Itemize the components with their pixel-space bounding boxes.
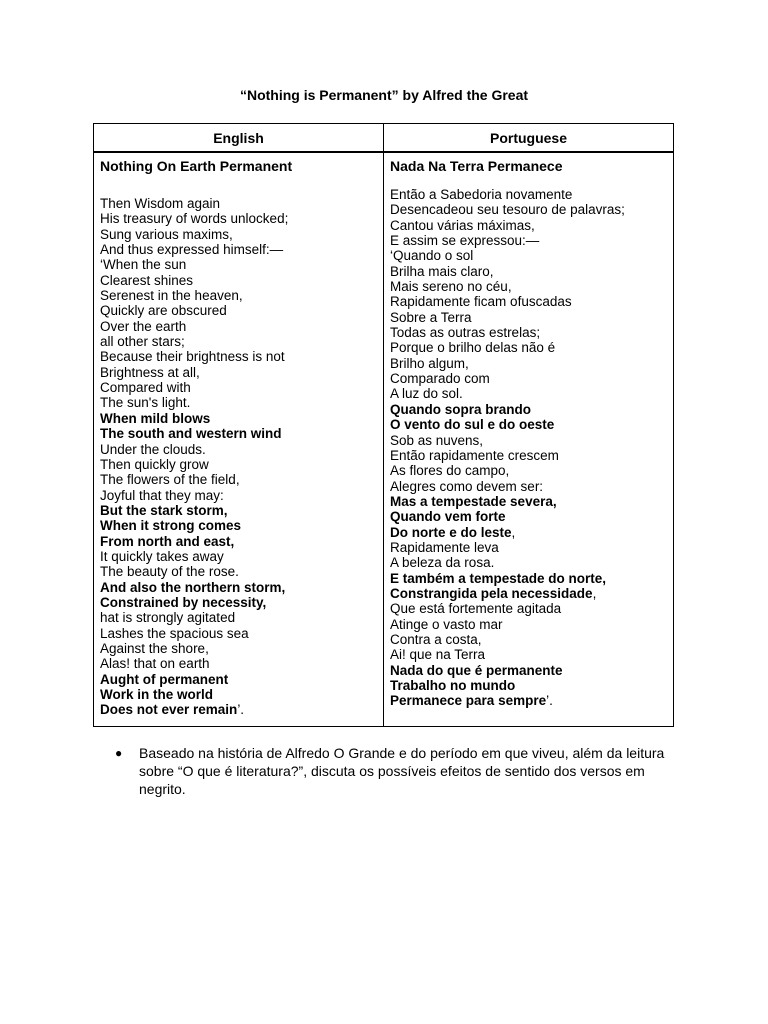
poem-line xyxy=(390,693,667,708)
poem-line xyxy=(390,509,667,524)
poem-line-text: The beauty of the rose. xyxy=(100,564,239,580)
poem-line-text: Porque o brilho delas não é xyxy=(390,340,556,356)
poem-line-text: The flowers of the field, xyxy=(100,472,240,488)
poem-line-text: A luz do sol. xyxy=(390,386,463,402)
poem-line-text: Ai! que na Terra xyxy=(390,647,486,663)
column-header-portuguese: Portuguese xyxy=(384,124,674,153)
poem-line-text: Contra a costa, xyxy=(390,631,482,647)
poem-line xyxy=(100,196,377,211)
poem-line xyxy=(100,687,377,702)
column-header-english: English xyxy=(94,124,384,153)
poem-line-text: Against the shore, xyxy=(100,640,209,656)
poem-line-text: Permanece para sempre xyxy=(390,693,547,709)
poem-line-text: From north and east, xyxy=(100,533,235,549)
poem-line-text: Rapidamente leva xyxy=(390,539,499,555)
poem-line-text: Lashes the spacious sea xyxy=(100,625,249,641)
poem-line-text: Constrained by necessity, xyxy=(100,594,267,610)
poem-line-text: O vento do sul e do oeste xyxy=(390,417,555,433)
poem-line-text: Over the earth xyxy=(100,318,187,334)
poem-line xyxy=(390,448,667,463)
poem-line xyxy=(390,571,667,586)
poem-line xyxy=(390,371,667,386)
poem-line-text: Work in the world xyxy=(100,687,214,702)
poem-line-suffix: , xyxy=(592,585,597,601)
poem-line xyxy=(100,564,377,579)
poem-line xyxy=(390,386,667,401)
poem-line xyxy=(390,433,667,448)
poem-line xyxy=(100,702,377,717)
english-poem-lines xyxy=(100,196,377,718)
poem-line xyxy=(390,310,667,325)
poem-line xyxy=(390,479,667,494)
poem-line xyxy=(100,273,377,288)
poem-line xyxy=(390,601,667,616)
poem-line xyxy=(100,534,377,549)
poem-line xyxy=(100,672,377,687)
poem-line-text: It quickly takes away xyxy=(100,548,224,564)
poem-line xyxy=(100,549,377,564)
poem-line-text: Que está fortemente agitada xyxy=(390,601,562,617)
poem-line xyxy=(390,586,667,601)
poem-line-text: And thus expressed himself:— xyxy=(100,242,284,258)
poem-line xyxy=(390,647,667,662)
poem-line-suffix: ’. xyxy=(237,702,245,718)
poem-line-text: ‘When the sun xyxy=(100,257,187,273)
poem-line xyxy=(390,325,667,340)
poem-line-text: When it strong comes xyxy=(100,518,242,534)
poem-line-text: all other stars; xyxy=(100,334,185,350)
poem-line-text: Clearest shines xyxy=(100,272,194,288)
poem-line xyxy=(100,610,377,625)
poem-line-text: Mas a tempestade severa, xyxy=(390,493,557,509)
poem-line xyxy=(100,395,377,410)
poem-line xyxy=(390,463,667,478)
poem-line xyxy=(390,555,667,570)
poem-line xyxy=(100,641,377,656)
poem-line xyxy=(100,518,377,533)
poem-line-text: Mais sereno no céu, xyxy=(390,279,512,295)
poem-line-text: Compared with xyxy=(100,380,191,396)
poem-line-text: Alas! that on earth xyxy=(100,656,210,672)
english-poem-heading: Nothing On Earth Permanent xyxy=(100,158,293,174)
poem-line xyxy=(100,349,377,364)
poem-line-text: Comparado com xyxy=(390,371,490,387)
poem-line xyxy=(390,187,667,202)
poem-line xyxy=(100,257,377,272)
portuguese-poem-lines xyxy=(390,187,667,709)
poem-line-text: The south and western wind xyxy=(100,426,282,442)
poem-line-text: Do norte e do leste xyxy=(390,524,512,540)
poem-line-text: Sob as nuvens, xyxy=(390,432,484,448)
poem-line xyxy=(390,218,667,233)
portuguese-poem-cell xyxy=(384,152,674,727)
poem-line xyxy=(390,233,667,248)
poem-line xyxy=(100,411,377,426)
poem-line-text: As flores do campo, xyxy=(390,463,510,479)
poem-table xyxy=(93,123,674,727)
poem-line xyxy=(390,494,667,509)
poem-line-text: The sun's light. xyxy=(100,395,191,411)
poem-line-text: Trabalho no mundo xyxy=(390,678,516,693)
poem-line-text: Does not ever remain xyxy=(100,702,238,718)
poem-line xyxy=(100,503,377,518)
poem-line-text: Serenest in the heaven, xyxy=(100,288,243,304)
poem-line-text: Cantou várias máximas, xyxy=(390,217,535,233)
poem-line-text: Quickly are obscured xyxy=(100,303,227,319)
poem-line xyxy=(390,663,667,678)
bullet-dot-icon: ● xyxy=(115,746,123,760)
poem-line xyxy=(100,334,377,349)
poem-line xyxy=(390,279,667,294)
poem-line xyxy=(100,303,377,318)
poem-line-text: But the stark storm, xyxy=(100,502,228,518)
poem-line-text: Então a Sabedoria novamente xyxy=(390,187,573,202)
poem-line xyxy=(100,595,377,610)
poem-line xyxy=(100,656,377,671)
document-title: “Nothing is Permanent” by Alfred the Great xyxy=(239,87,529,103)
poem-line-text: E também a tempestade do norte, xyxy=(390,570,607,586)
discussion-bullet xyxy=(115,744,685,798)
poem-line xyxy=(390,202,667,217)
poem-line xyxy=(390,294,667,309)
poem-line-text: Desencadeou seu tesouro de palavras; xyxy=(390,202,625,218)
poem-line xyxy=(100,426,377,441)
poem-line xyxy=(100,227,377,242)
poem-line-text: Joyful that they may: xyxy=(100,487,224,503)
poem-line-text: Under the clouds. xyxy=(100,441,206,457)
poem-line xyxy=(100,626,377,641)
poem-line xyxy=(100,472,377,487)
poem-line xyxy=(390,340,667,355)
poem-line xyxy=(100,380,377,395)
poem-line-text: ‘Quando o sol xyxy=(390,248,474,264)
poem-line xyxy=(100,457,377,472)
poem-line-suffix: ’. xyxy=(546,693,553,709)
poem-line-text: Brilho algum, xyxy=(390,355,469,371)
poem-line-text: Brightness at all, xyxy=(100,364,200,380)
poem-line xyxy=(390,264,667,279)
discussion-prompt: Baseado na história de Alfredo O Grande e do período em que viveu, além da leitura sobre “O que é literatura?”, discuta os possíveis efeitos de sentido dos versos em negrito. xyxy=(139,745,665,797)
poem-line xyxy=(100,211,377,226)
poem-line-text: Then quickly grow xyxy=(100,456,209,472)
poem-line xyxy=(100,442,377,457)
poem-line xyxy=(390,540,667,555)
poem-line-text: E assim se expressou:— xyxy=(390,233,540,249)
poem-line-text: A beleza da rosa. xyxy=(390,555,495,571)
poem-line-text: Quando sopra brando xyxy=(390,401,532,417)
poem-line xyxy=(100,319,377,334)
poem-line-text: Quando vem forte xyxy=(390,509,506,525)
poem-line xyxy=(100,288,377,303)
poem-line-text: Then Wisdom again xyxy=(100,196,221,211)
poem-line xyxy=(390,678,667,693)
poem-line xyxy=(390,356,667,371)
poem-line-text: Sung various maxims, xyxy=(100,226,233,242)
poem-line-suffix: , xyxy=(511,524,516,540)
poem-line-text: Todas as outras estrelas; xyxy=(390,325,541,341)
poem-line xyxy=(390,632,667,647)
poem-line-text: Atinge o vasto mar xyxy=(390,616,503,632)
poem-line-text: Sobre a Terra xyxy=(390,309,472,325)
poem-line-text: Alegres como devem ser: xyxy=(390,478,544,494)
poem-line xyxy=(100,580,377,595)
poem-line xyxy=(390,617,667,632)
poem-line-text: Nada do que é permanente xyxy=(390,662,563,678)
poem-line xyxy=(390,417,667,432)
poem-line-text: Então rapidamente crescem xyxy=(390,447,559,463)
poem-line-text: His treasury of words unlocked; xyxy=(100,211,289,227)
poem-line-text: Constrangida pela necessidade xyxy=(390,585,593,601)
poem-line-text: Brilha mais claro, xyxy=(390,263,494,279)
poem-line-text: And also the northern storm, xyxy=(100,579,286,595)
poem-line-text: When mild blows xyxy=(100,410,211,426)
poem-line xyxy=(390,402,667,417)
poem-line xyxy=(390,248,667,263)
poem-line-text: hat is strongly agitated xyxy=(100,610,236,626)
poem-line xyxy=(100,242,377,257)
poem-line xyxy=(390,525,667,540)
poem-line-text: Because their brightness is not xyxy=(100,349,285,365)
poem-line xyxy=(100,488,377,503)
english-poem-cell xyxy=(94,152,384,727)
portuguese-poem-heading: Nada Na Terra Permanece xyxy=(390,158,563,174)
poem-line-text: Aught of permanent xyxy=(100,671,229,687)
poem-line xyxy=(100,365,377,380)
poem-line-text: Rapidamente ficam ofuscadas xyxy=(390,294,572,310)
